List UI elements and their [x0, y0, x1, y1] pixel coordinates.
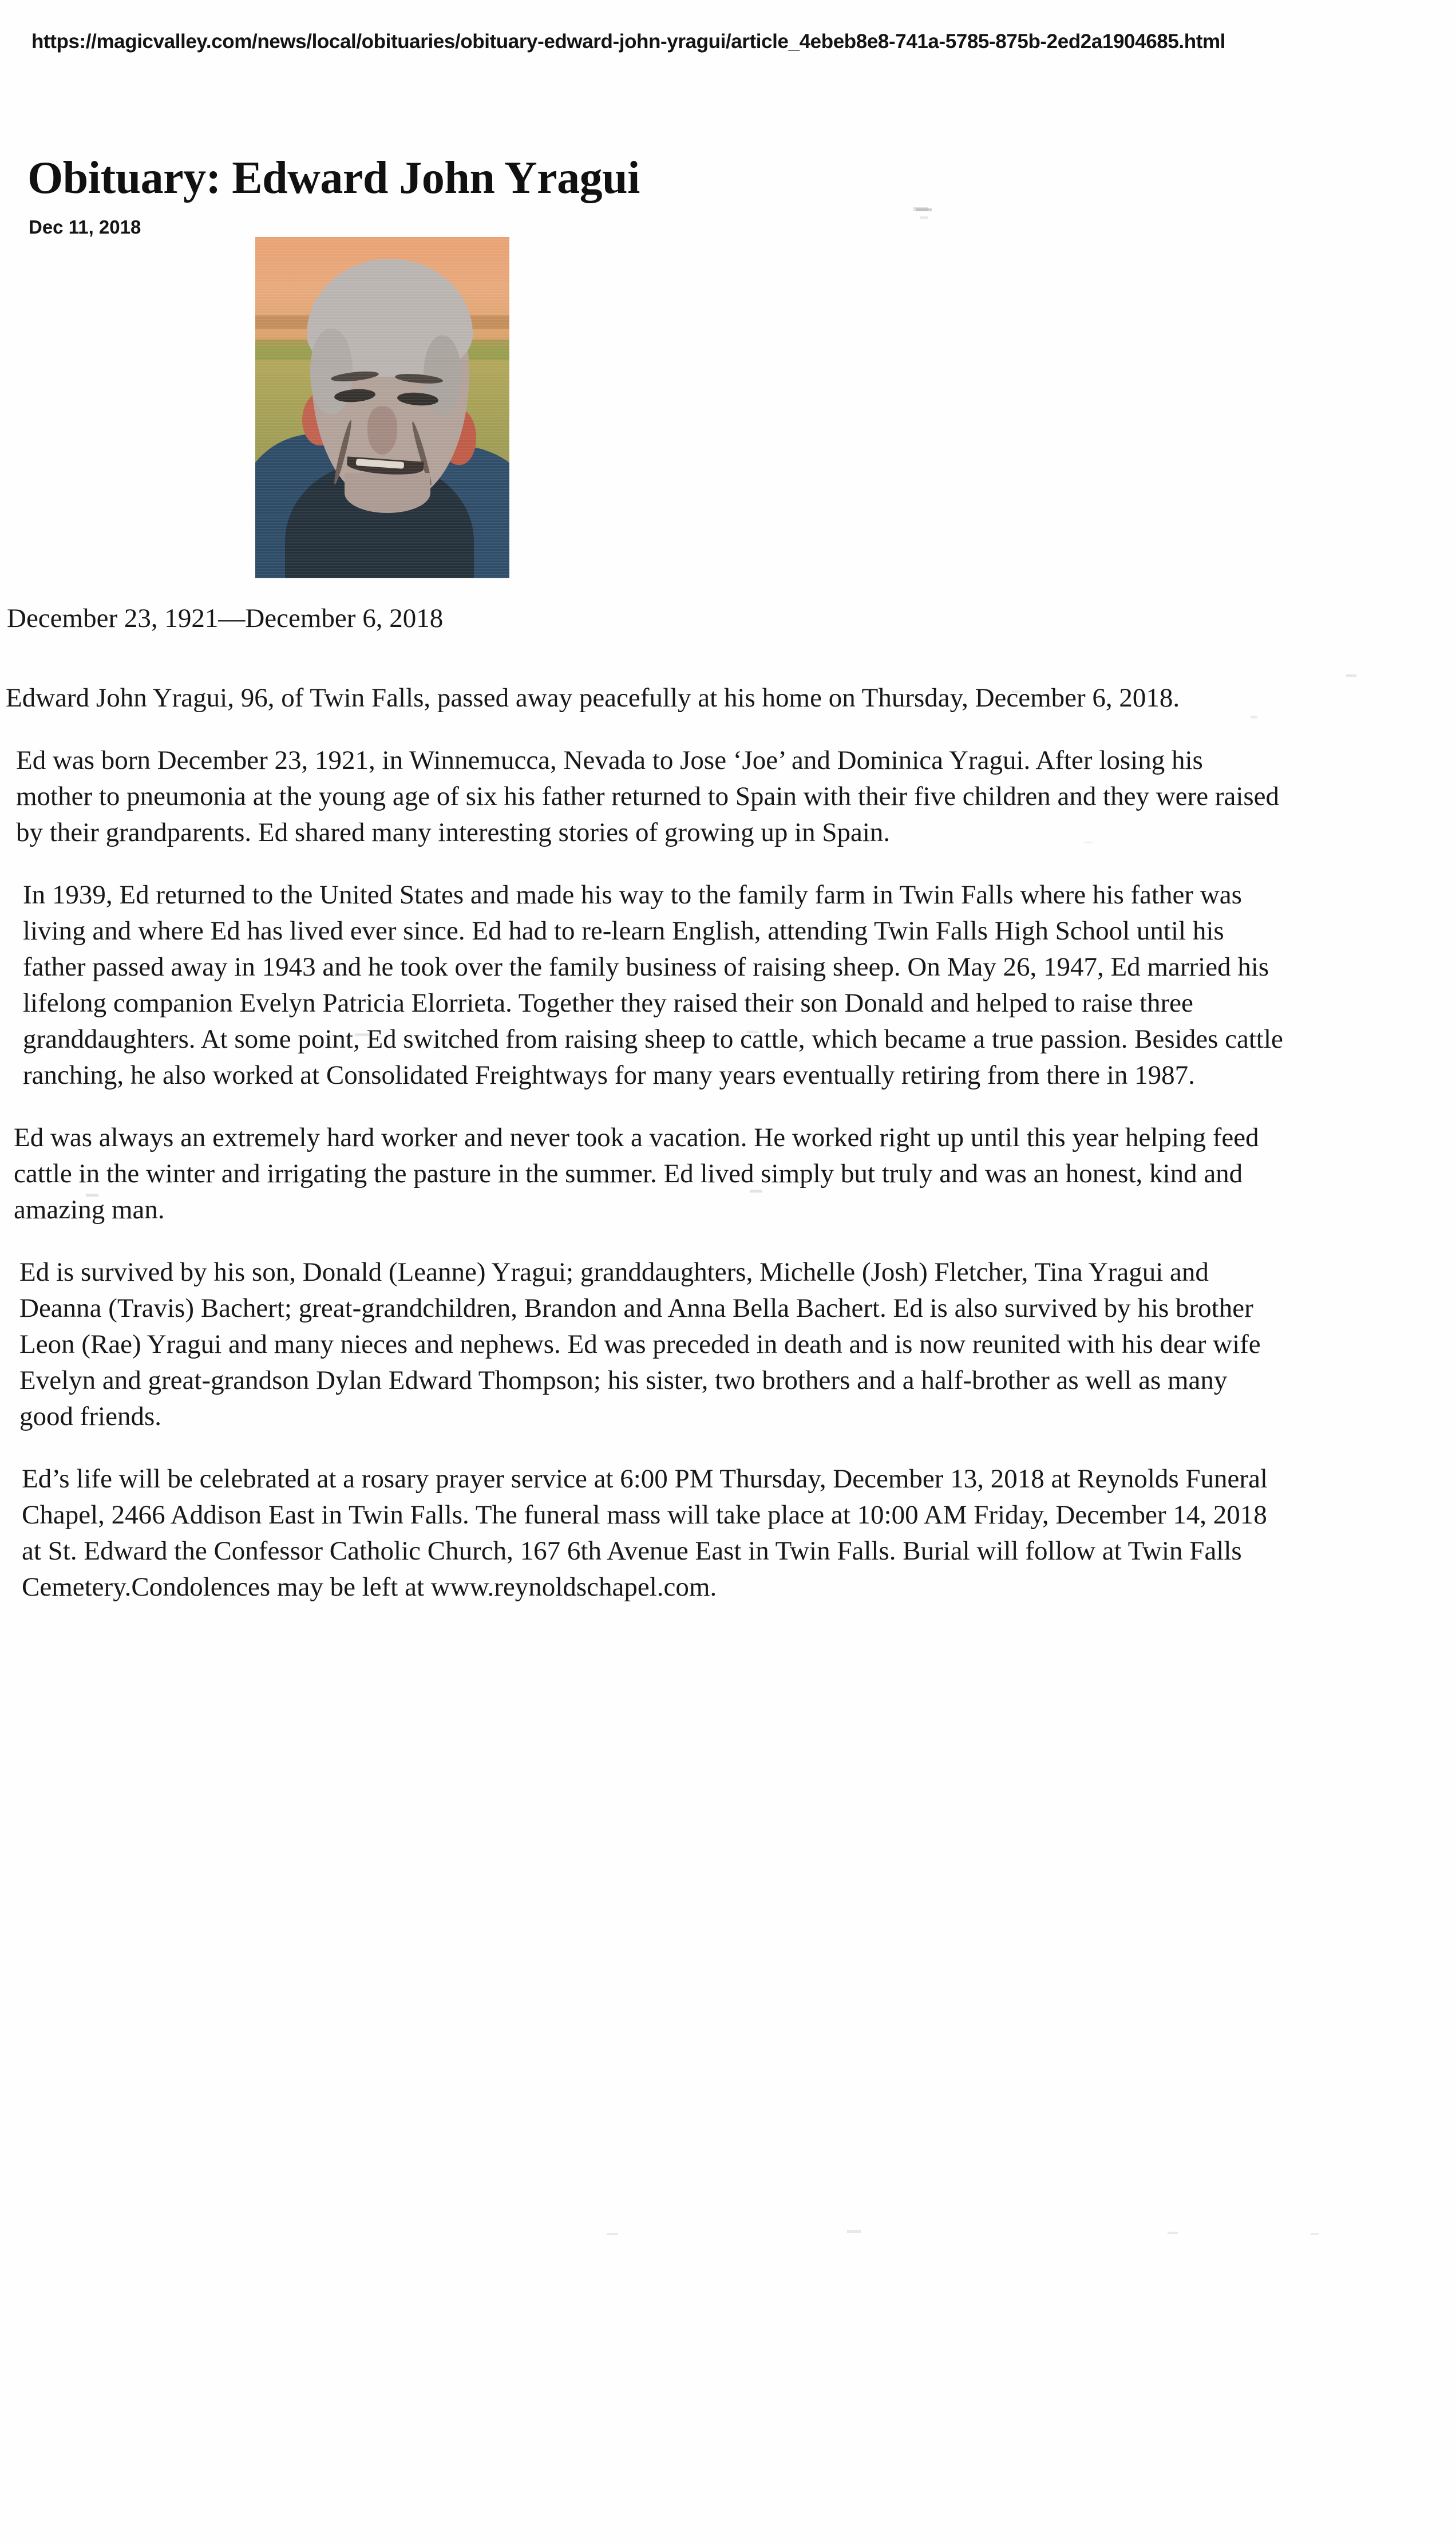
source-url-header: https://magicvalley.com/news/local/obituaries/obituary-edward-john-yragui/article_4ebeb8e8-741a-5785-875b-2ed2a1904685.html — [31, 30, 1225, 53]
obituary-paragraph: Ed is survived by his son, Donald (Leanne) Yragui; granddaughters, Michelle (Josh) Fletcher, Tina Yragui and Deanna (Travis) Bachert; great-grandchildren, Brandon and Anna Bella Bachert. Ed is also survived by his brother Leon (Rae) Yragui and many nieces and nephews. Ed was preceded in death and is now reunited with his dear wife Evelyn and great-grandson Dylan Edward Thompson; his sister, two brothers and a half-brother as well as many good friends. — [19, 1257, 1261, 1431]
scan-artifact — [913, 207, 928, 211]
scan-artifact — [1346, 674, 1356, 677]
obituary-paragraph: Ed’s life will be celebrated at a rosary prayer service at 6:00 PM Thursday, December 13, 2018 at Reynolds Funeral Chapel, 2466 Addison East in Twin Falls. The funeral mass will take place at 10:00 AM Friday, December 14, 2018 at St. Edward the Confessor Catholic Church, 167 6th Avenue East in Twin Falls. Burial will follow at Twin Falls Cemetery.Condolences may be left at www.reynoldschapel.com. — [22, 1464, 1268, 1602]
portrait-photo — [255, 237, 509, 578]
obituary-paragraph: Ed was always an extremely hard worker and never took a vacation. He worked right up until this year helping feed cattle in the winter and irrigating the pasture in the summer. Ed lived simply but truly and was an honest, kind and amazing man. — [14, 1123, 1259, 1225]
scan-artifact — [607, 2233, 618, 2235]
photo-nose — [367, 406, 397, 455]
obituary-paragraph: Edward John Yragui, 96, of Twin Falls, passed away peacefully at his home on Thursday, December 6, 2018. — [6, 683, 1180, 713]
photo-chin — [345, 473, 430, 513]
page-title: Obituary: Edward John Yragui — [27, 152, 640, 203]
obituary-paragraph: In 1939, Ed returned to the United States and made his way to the family farm in Twin Falls where his father was living and where Ed has lived ever since. Ed had to re-learn English, attending Twin Falls High School until his father passed away in 1943 and he took over the family business of raising sheep. On May 26, 1947, Ed married his lifelong companion Evelyn Patricia Elorrieta. Together they raised their son Donald and helped to raise three granddaughters. At some point, Ed switched from raising sheep to cattle, which became a true passion. Besides cattle ranching, he also worked at Consolidated Freightways for many years eventually retiring from there in 1987. — [23, 880, 1283, 1090]
scan-artifact — [1168, 2232, 1178, 2234]
publish-date: Dec 11, 2018 — [29, 216, 141, 238]
obituary-paragraph: Ed was born December 23, 1921, in Winnemucca, Nevada to Jose ‘Joe’ and Dominica Yragui. After losing his mother to pneumonia at the young age of six his father returned to Spain with their five children and they were raised by their grandparents. Ed shared many interesting stories of growing up in Spain. — [16, 745, 1280, 847]
scan-artifact — [1311, 2233, 1319, 2235]
obituary-body — [0, 680, 1316, 1632]
scan-artifact — [920, 216, 928, 219]
lifespan-dates: December 23, 1921—December 6, 2018 — [7, 603, 444, 633]
scan-artifact — [847, 2230, 861, 2233]
scan-artifact — [916, 208, 932, 211]
